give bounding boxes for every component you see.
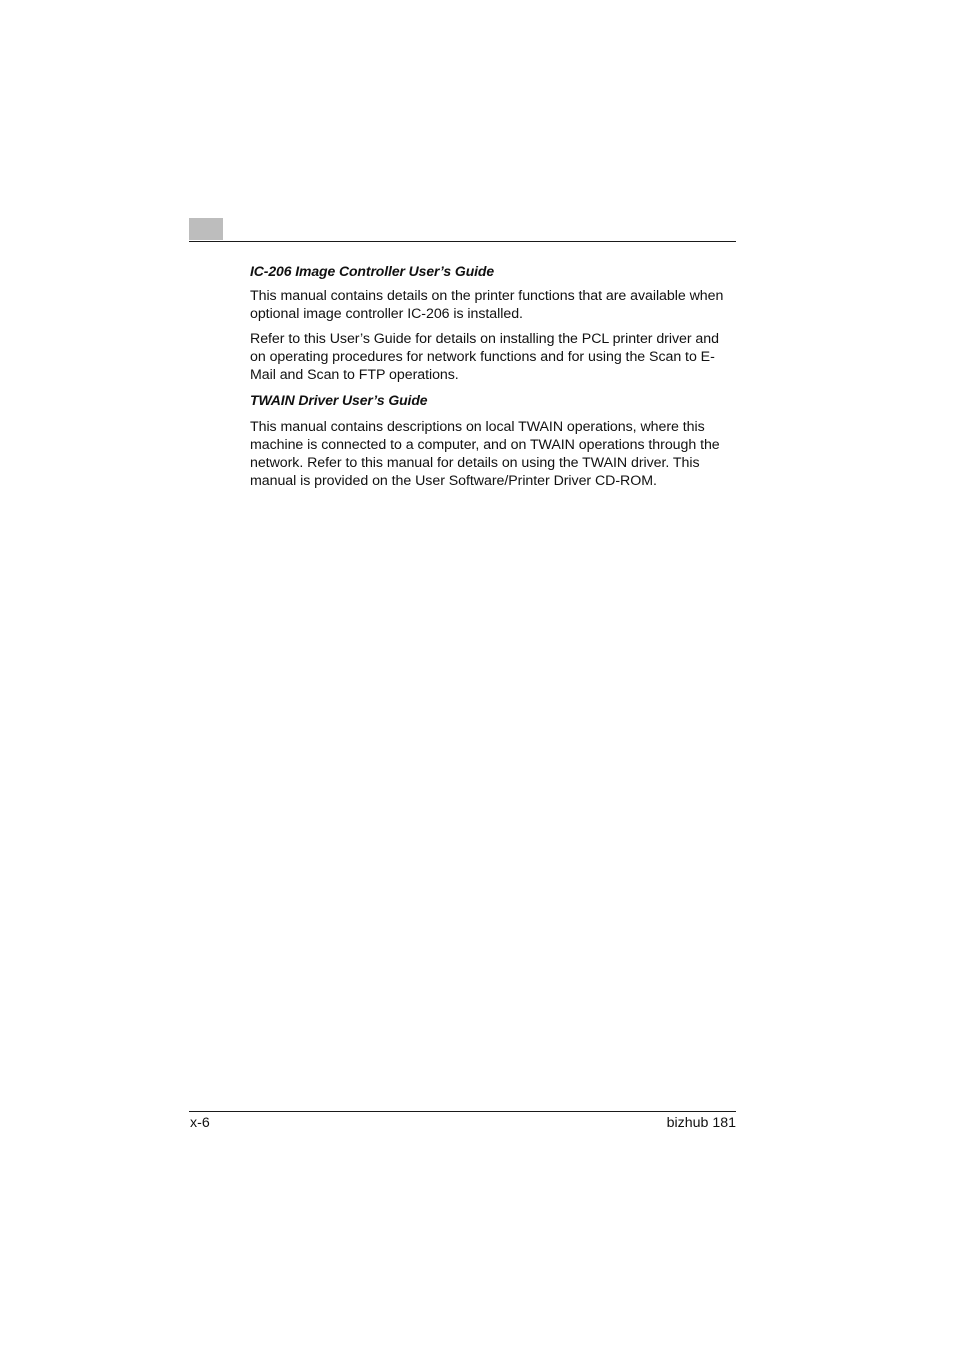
chapter-tab: [189, 218, 223, 240]
product-name: bizhub 181: [666, 1115, 736, 1131]
page-number: x-6: [190, 1115, 210, 1131]
paragraph: Refer to this User’s Guide for details on installing the PCL printer driver and on operating procedures for network functions and for using the Scan to E-Mail and Scan to FTP operations.: [250, 331, 719, 383]
section-ic206-guide: [250, 262, 736, 384]
section-heading: TWAIN Driver User’s Guide: [250, 392, 428, 408]
paragraph: This manual contains details on the printer functions that are available when optional image controller IC-206 is installed.: [250, 288, 724, 322]
section-heading: IC-206 Image Controller User’s Guide: [250, 263, 495, 279]
header-rule: [189, 241, 736, 242]
paragraph: This manual contains descriptions on local TWAIN operations, where this machine is connected to a computer, and on TWAIN operations through the network. Refer to this manual for details on using the TWAIN driver. This manual is provided on the User Software/Printer Driver CD-ROM.: [250, 419, 720, 489]
section-twain-guide: [250, 391, 736, 490]
page-content: [250, 262, 736, 497]
footer-rule: [189, 1111, 736, 1112]
